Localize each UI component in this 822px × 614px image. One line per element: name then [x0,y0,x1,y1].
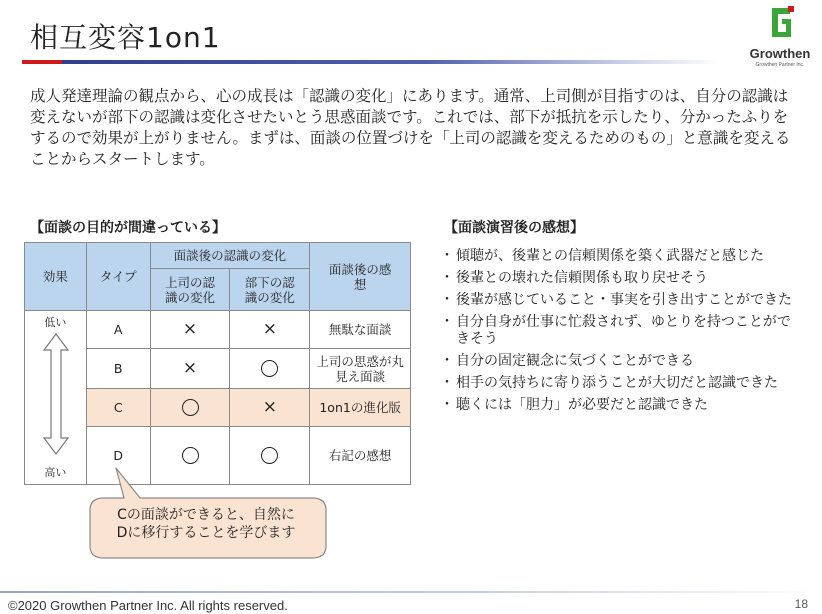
boss-change-cell: × [150,349,230,389]
header-impression [310,243,411,311]
impression-text: 上司の思惑が丸見え面談 [316,353,404,384]
impression-cell [310,349,411,389]
list-item: ・ 相手の気持ちに寄り添うことが大切だと認識できた [442,375,802,392]
impression-cell: 無駄な面談 [310,311,411,349]
circle-mark [182,447,199,464]
impression-list [442,248,802,419]
title-underline [62,60,720,64]
circle-mark [182,399,199,416]
header-subordinate-change [230,269,310,311]
circle-mark [261,447,278,464]
footer-rule [0,591,822,593]
boss-change-cell: × [150,311,230,349]
table-row [25,311,411,349]
list-item: ・ 自分の固定観念に気づくことができる [442,353,802,370]
copyright-text: ©2020 Growthen Partner Inc. All rights reserved. [8,598,288,613]
intro-paragraph: 成人発達理論の観点から、心の成長は「認識の変化」にあります。通常、上司側が目指すのは、自分の認識は変えないが部下の認識は変化させたいとう思惑面談です。これでは、部下が抵抗を示したり、分かったふりをするので効果が上がりません。まずは、面談の位置づけを「上司の認識を変えるためのもの」と意識を変えることからスタートします。 [30,87,791,168]
company-logo [740,6,820,68]
effect-high-label: 高い [44,466,67,479]
header-boss-change-label: 上司の認識の変化 [164,274,215,305]
list-item: ・ 聴くには「胆力」が必要だと認識できた [442,397,802,414]
effect-axis-cell [25,311,87,485]
type-cell: B [86,349,150,389]
header-boss-change [150,269,230,311]
list-item: ・ 後輩が感じていること・事実を引き出すことができた [442,292,802,309]
right-section-heading: 【面談演習後の感想】 [444,220,584,236]
effect-low-label: 低い [44,316,67,329]
logo-name: Growthen [749,46,811,61]
callout-line-2: Dに移行することを学びます [116,525,296,541]
list-item: ・ 傾聴が、後輩との信頼関係を築く武器だと感じた [442,248,802,265]
subordinate-change-cell: × [230,389,310,427]
page-title: 相互変容1on1 [30,21,221,54]
callout-line-1: Cの面談ができると、自然に [117,507,295,523]
double-arrow-icon [43,333,69,455]
list-item: ・ 後輩との壊れた信頼関係も取り戻せそう [442,270,802,287]
logo-subtitle: Growthen Partner Inc. [755,62,805,68]
interview-type-table [24,242,411,485]
header-recognition-change: 面談後の認識の変化 [150,243,310,269]
title-accent-rule [22,60,62,64]
callout-text [92,506,320,542]
header-subordinate-change-label: 部下の認識の変化 [244,274,295,305]
type-cell: A [86,311,150,349]
growthen-logo-icon [768,6,794,40]
boss-change-cell [150,389,230,427]
left-section-heading: 【面談の目的が間違っている】 [30,220,226,236]
header-effect: 効果 [25,243,87,311]
page-number: 18 [794,597,808,611]
impression-cell: 1on1の進化版 [310,389,411,427]
type-cell: D [86,427,150,485]
type-cell: C [86,389,150,427]
circle-mark [261,360,278,377]
header-impression-label: 面談後の感想 [328,261,392,292]
impression-cell: 右記の感想 [310,427,411,485]
subordinate-change-cell: × [230,311,310,349]
subordinate-change-cell [230,349,310,389]
list-item: ・ 自分自身が仕事に忙殺されず、ゆとりを持つことができそう [442,314,802,348]
header-type: タイプ [86,243,150,311]
